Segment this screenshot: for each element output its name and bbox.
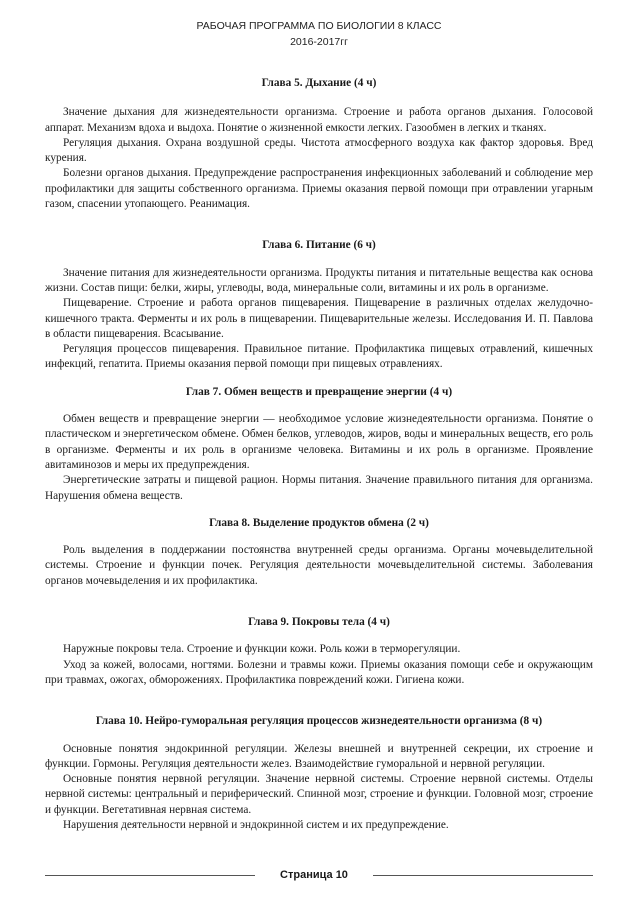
chapter-10-title: Глава 10. Нейро-гуморальная регуляция процессов жизнедеятельности организма (8 ч) [95,715,543,728]
page-header [0,18,638,50]
chapter-6-section [45,238,593,372]
chapter-6-paragraph: Регуляция процессов пищеварения. Правильное питание. Профилактика пищевых отравлений, кишечных инфекций, гепатита. Приемы оказания первой помощи при пищевых отравлениях. [45,343,593,371]
chapter-10-paragraph: Основные понятия нервной регуляции. Значение нервной системы. Строение нервной системы. Отделы нервной системы: центральный и периферический. Спинной мозг, строение и функции. Головной мозг, строение и функции. Вегетативная нервная система. [45,773,593,816]
chapter-5-section [45,76,593,212]
chapter-8-section [45,516,593,589]
chapter-8-paragraph: Роль выделения в поддержании постоянства внутренней среды организма. Органы мочевыделительной системы. Строение и функции почек. Регуляция деятельности мочевыделительной системы. Заболевания органов мочевыделения и их профилактика. [45,544,593,587]
chapter-10-paragraph: Основные понятия эндокринной регуляции. Железы внешней и внутренней секреции, их строение и функции. Гормоны. Регуляция деятельности желез. Взаимодействие гуморальной и нервной регуляции. [45,742,593,770]
chapter-5-title: Глава 5. Дыхание (4 ч) [261,77,377,89]
chapter-9-paragraph: Наружные покровы тела. Строение и функции кожи. Роль кожи в терморегуляции. [63,643,461,656]
chapter-7-paragraph: Обмен веществ и превращение энергии — необходимое условие жизнедеятельности организма. Понятие о пластическом и энергетическом обмене. Обмен белков, углеводов, жиров, воды и минеральных веществ, его роль в организме. Ферменты и их роль в организме человека. Витамины и их роль в организме. Проявление авитаминозов и меры их предупреждения. [45,413,593,471]
footer-divider-left [45,875,255,876]
chapter-7-section [45,385,593,504]
chapter-5-paragraph: Болезни органов дыхания. Предупреждение распространения инфекционных заболеваний и соблюдение мер профилактики для защиты собственного организма. Приемы оказания первой помощи при отравлении угарным газом, спасении утопающего. Реанимация. [45,167,593,211]
page-footer [45,867,593,883]
chapter-9-title: Глава 9. Покровы тела (4 ч) [248,616,390,629]
document-body [45,74,593,833]
page-number: Страница 10 [280,869,348,881]
chapter-6-title: Глава 6. Питание (6 ч) [262,239,376,252]
footer-divider-right [373,875,593,876]
chapter-9-section [45,615,593,688]
chapter-7-paragraph: Энергетические затраты и пищевой рацион. Нормы питания. Значение правильного питания для организма. Нарушения обмена веществ. [45,474,593,502]
chapter-6-paragraph: Значение питания для жизнедеятельности организма. Продукты питания и питательные вещества как основа жизни. Состав пищи: белки, жиры, углеводы, вода, минеральные соли, витамины и их роль в организме. [45,266,593,294]
chapter-5-paragraph: Значение дыхания для жизнедеятельности организма. Строение и работа органов дыхания. Голосовой аппарат. Механизм вдоха и выдоха. Понятие о жизненной емкости легких. Газообмен в легких и тканях. [45,106,593,134]
chapter-5-paragraph: Регуляция дыхания. Охрана воздушной среды. Чистота атмосферного воздуха как фактор здоровья. Вред курения. [45,136,593,165]
chapter-9-paragraph: Уход за кожей, волосами, ногтями. Болезни и травмы кожи. Приемы оказания помощи себе и окружающим при травмах, ожогах, обморожениях. Профилактика повреждений кожи. Гигиена кожи. [45,658,593,686]
chapter-6-paragraph: Пищеварение. Строение и работа органов пищеварения. Пищеварение в различных отделах желудочно-кишечного тракта. Ферменты и их роль в пищеварении. Пищеварительные железы. Исследования И. П. Павлова в области пищеварения. Всасывание. [45,297,593,340]
school-year: 2016-2017гг [290,36,348,48]
document-title: РАБОЧАЯ ПРОГРАММА ПО БИОЛОГИИ 8 КЛАСС [196,20,442,32]
chapter-10-section [45,714,593,833]
chapter-7-title: Глав 7. Обмен веществ и превращение энергии (4 ч) [185,385,453,398]
chapter-8-title: Глава 8. Выделение продуктов обмена (2 ч) [209,516,429,529]
chapter-10-paragraph: Нарушения деятельности нервной и эндокринной систем и их предупреждение. [63,818,449,831]
